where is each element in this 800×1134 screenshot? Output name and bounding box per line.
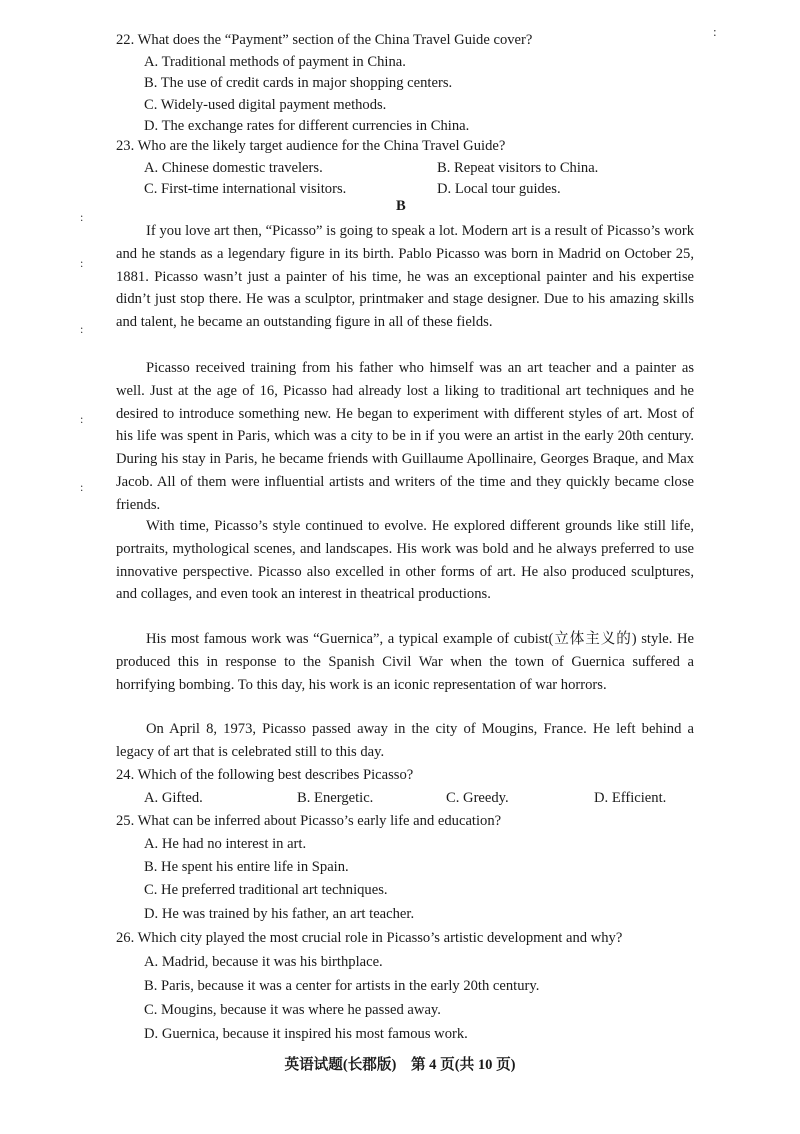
- passage-paragraph: On April 8, 1973, Picasso passed away in the city of Mougins, France. He left behind a legacy of art that is celebrated still to this day.: [116, 721, 694, 760]
- q26-option-a: A. Madrid, because it was his birthplace.: [144, 954, 383, 970]
- q23-option-b: B. Repeat visitors to China.: [437, 160, 599, 176]
- q23-option-a: A. Chinese domestic travelers.: [144, 160, 323, 176]
- q22-option-b: B. The use of credit cards in major shopping centers.: [144, 75, 453, 91]
- passage-paragraph: His most famous work was “Guernica”, a typical example of cubist(立体主义的) style. He produced this in response to the Spanish Civil War when the town of Guernica suffered a horrifying bombing. To this day, his work is an iconic representation of war horrors.: [116, 631, 694, 693]
- q24-option-c: C. Greedy.: [446, 790, 509, 806]
- question-24-stem: 24. Which of the following best describes Picasso?: [116, 767, 414, 783]
- question-25-stem: 25. What can be inferred about Picasso’s early life and education?: [116, 813, 502, 829]
- page-footer: 英语试题(长郡版) 第 4 页(共 10 页): [284, 1057, 516, 1073]
- question-23-stem: 23. Who are the likely target audience for the China Travel Guide?: [116, 138, 506, 154]
- q22-option-a: A. Traditional methods of payment in China.: [144, 54, 406, 70]
- question-26-stem: 26. Which city played the most crucial role in Picasso’s artistic development and why?: [116, 930, 623, 946]
- binding-mark: :: [80, 412, 84, 426]
- q23-option-c: C. First-time international visitors.: [144, 181, 347, 197]
- passage-paragraph: With time, Picasso’s style continued to evolve. He explored different grounds like still life, portraits, mythological scenes, and landscapes. His work was bold and he always preferred to use innovative perspective. Picasso also excelled in other forms of art. He also produced sculptures, and collages, and even took an interest in theatrical productions.: [116, 518, 694, 603]
- passage-paragraph: Picasso received training from his father who himself was an art teacher and a painter as well. Just at the age of 16, Picasso had already lost a liking to traditional art techniques and he desired to introduce something new. He began to experiment with different styles of art. Most of his life was spent in Paris, which was a city to be in if you were an artist in the early 20th century. During his stay in Paris, he became friends with Guillaume Apollinaire, Georges Braque, and Max Jacob. All of them were influential artists and writers of the time and they quickly became close friends.: [116, 360, 694, 513]
- binding-mark: :: [80, 322, 84, 336]
- passage-paragraph: If you love art then, “Picasso” is going to speak a lot. Modern art is a result of Picasso’s work and he stands as a legendary figure in its birth. Pablo Picasso was born in Madrid on October 25, 1881. Picasso wasn’t just a painter of his time, he was an exceptional painter and his expertise didn’t just stop there. He was a sculptor, printmaker and stage designer. Due to his amazing skills and talent, he became an outstanding figure in all of these fields.: [116, 223, 694, 331]
- question-22-stem: 22. What does the “Payment” section of the China Travel Guide cover?: [116, 32, 533, 48]
- q25-option-d: D. He was trained by his father, an art teacher.: [144, 906, 415, 922]
- q23-option-d: D. Local tour guides.: [437, 181, 561, 197]
- q24-option-b: B. Energetic.: [297, 790, 374, 806]
- binding-mark: :: [713, 24, 717, 39]
- q25-option-a: A. He had no interest in art.: [144, 836, 307, 852]
- q24-option-a: A. Gifted.: [144, 790, 203, 806]
- binding-mark: :: [80, 480, 84, 494]
- q24-option-d: D. Efficient.: [594, 790, 667, 806]
- binding-mark: :: [80, 210, 84, 224]
- q22-option-d: D. The exchange rates for different currencies in China.: [144, 118, 470, 134]
- q26-option-c: C. Mougins, because it was where he passed away.: [144, 1002, 441, 1018]
- q26-option-d: D. Guernica, because it inspired his most famous work.: [144, 1026, 468, 1042]
- binding-mark: :: [80, 256, 84, 270]
- q22-option-c: C. Widely-used digital payment methods.: [144, 97, 387, 113]
- section-letter: B: [396, 198, 406, 214]
- q25-option-b: B. He spent his entire life in Spain.: [144, 859, 349, 875]
- q26-option-b: B. Paris, because it was a center for artists in the early 20th century.: [144, 978, 540, 994]
- q25-option-c: C. He preferred traditional art techniques.: [144, 882, 388, 898]
